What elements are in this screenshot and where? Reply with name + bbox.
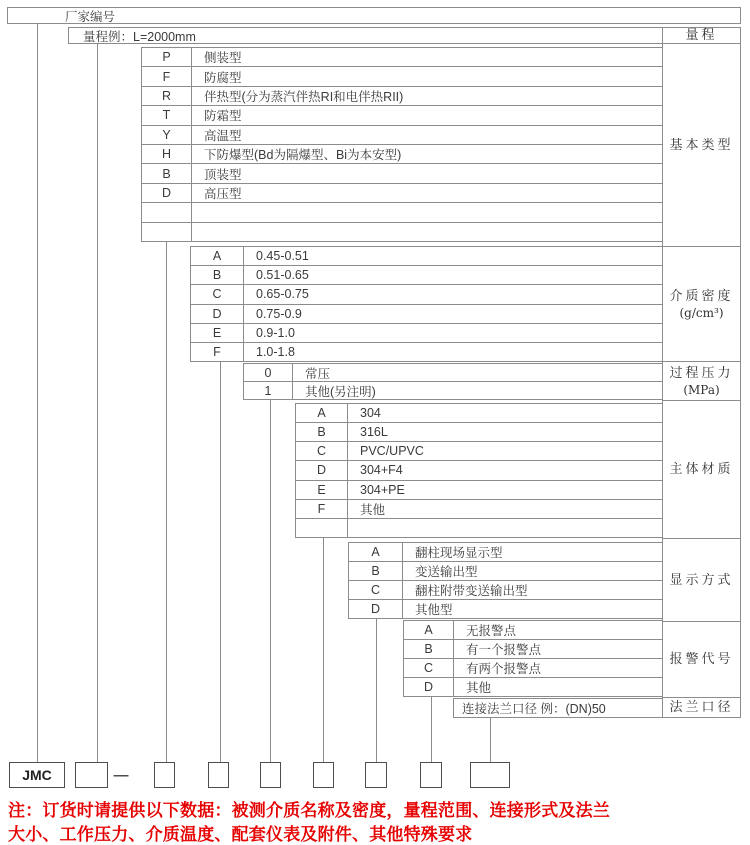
table-row: D 0.75-0.9 [191,304,662,323]
connector-line [376,618,377,762]
table-row: B 变送输出型 [349,561,662,580]
table-row: C 翻柱附带变送输出型 [349,580,662,599]
connector-line [166,241,167,762]
table-row: C PVC/UPVC [296,441,662,460]
connector-line [37,23,38,762]
model-code-box [313,762,334,788]
model-prefix-box [9,762,65,788]
table-row: A 304 [296,404,662,422]
range-example-row [68,27,741,44]
connector-line [323,537,324,762]
table-row: D 其他 [404,677,662,696]
display-mode-section [348,542,663,619]
flange-size-section [453,698,663,718]
process-pressure-section [243,363,663,400]
table-row [142,222,662,241]
model-dash: — [113,766,129,784]
model-code-box [154,762,175,788]
label-body-material: 主体材质 [662,400,741,539]
table-row: Y 高温型 [142,125,662,144]
table-row: T 防霜型 [142,105,662,124]
table-row: R 伴热型(分为蒸汽伴热RI和电伴热RII) [142,86,662,105]
ordering-note-line1: 注：订货时请提供以下数据：被测介质名称及密度，量程范围、连接形式及法兰 [8,801,610,820]
table-row: C 0.65-0.75 [191,284,662,303]
table-row: 0 常压 [244,364,662,381]
label-basic-type: 基本类型 [662,43,741,247]
table-row: D 高压型 [142,183,662,202]
ordering-note-line2: 大小、工作压力、介质温度、配套仪表及附件、其他特殊要求 [8,825,473,844]
model-code-box [75,762,108,788]
model-code-box [365,762,387,788]
table-row: F 防腐型 [142,66,662,85]
table-row: A 翻柱现场显示型 [349,543,662,561]
connector-line [220,361,221,762]
label-range: 量程 [662,27,741,44]
table-row: 1 其他(另注明) [244,381,662,399]
basic-type-section [141,47,663,242]
connector-line [431,696,432,762]
table-row: D 其他型 [349,599,662,618]
label-display-mode: 显示方式 [662,538,741,622]
table-row: C 有两个报警点 [404,658,662,677]
label-process-pressure: 过程压力 (MPa) [662,361,741,401]
table-row: D 304+F4 [296,460,662,479]
medium-density-section [190,246,663,362]
model-code-box [470,762,510,788]
table-row: P 侧装型 [142,48,662,66]
table-row: A 0.45-0.51 [191,247,662,265]
table-row: 连接法兰口径 例：(DN)50 [462,702,606,716]
table-row [296,518,662,537]
table-row: B 有一个报警点 [404,639,662,658]
connector-line [97,43,98,762]
manufacturer-number-label: 厂家编号 [65,9,116,24]
model-prefix-text: JMC [22,767,52,783]
table-row: A 无报警点 [404,621,662,639]
connector-line [490,717,491,762]
label-medium-density: 介质密度 (g/cm³) [662,246,741,362]
connector-line [270,399,271,762]
table-row [142,202,662,221]
model-code-box [260,762,281,788]
table-row: E 304+PE [296,480,662,499]
model-code-box [420,762,442,788]
table-row: F 其他 [296,499,662,518]
range-example-text: 量程例：L=2000mm [83,29,196,44]
table-row: B 0.51-0.65 [191,265,662,284]
label-alarm-code: 报警代号 [662,621,741,698]
table-row: H 下防爆型(Bd为隔爆型、Bi为本安型) [142,144,662,163]
table-row: F 1.0-1.8 [191,342,662,361]
table-row: B 316L [296,422,662,441]
table-row: B 顶装型 [142,163,662,182]
label-flange-size: 法兰口径 [662,697,741,718]
manufacturer-number-row [7,7,741,24]
model-code-box [208,762,229,788]
body-material-section [295,403,663,538]
alarm-code-section [403,620,663,697]
table-row: E 0.9-1.0 [191,323,662,342]
